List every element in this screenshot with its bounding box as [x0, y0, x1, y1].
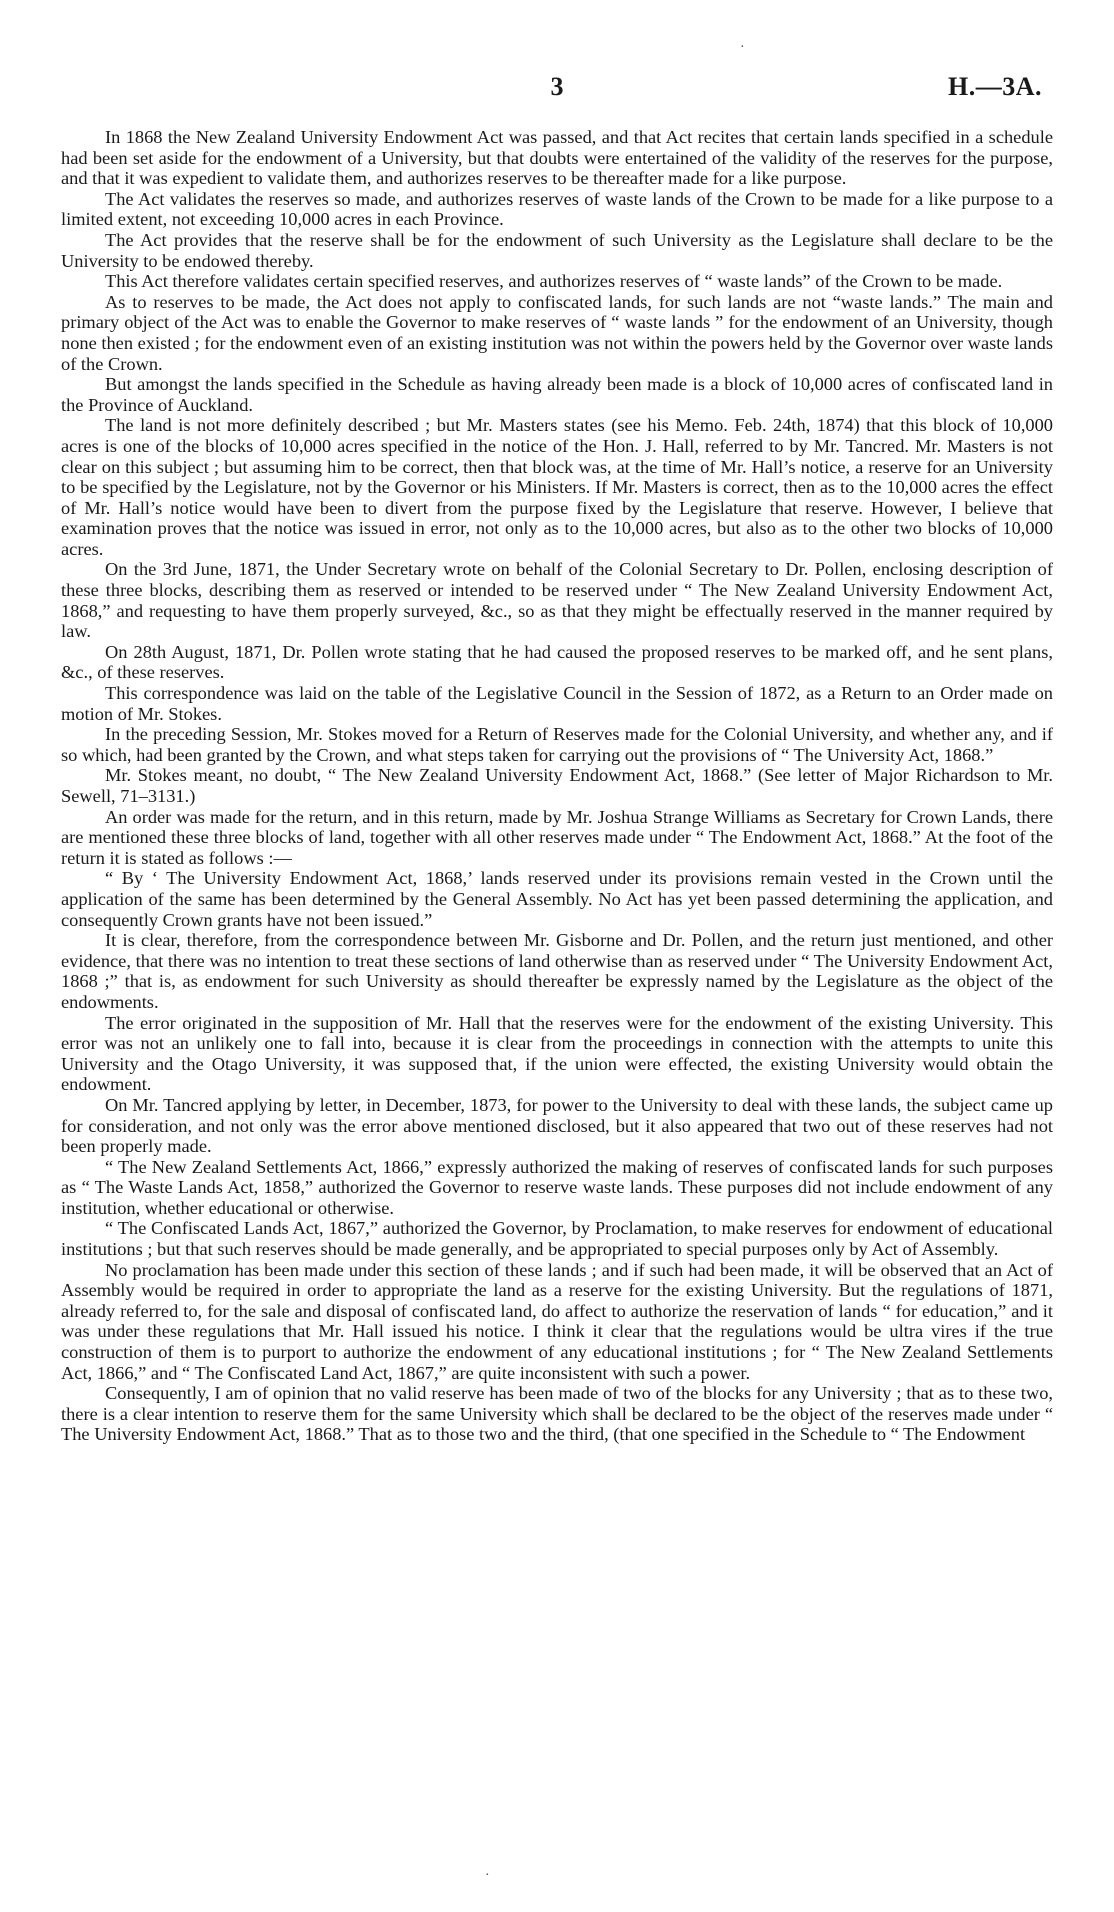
print-mark: ·	[740, 40, 745, 55]
paragraph: The error originated in the supposition of Mr. Hall that the reserves were for the endowment of the existing University. This error was not an unlikely one to fall into, because it is clear from the proceedings in connection with the attempts to unite this University and the Otago University, it was supposed that, if the union were effected, the existing University would obtain the endowment.	[61, 1012, 1053, 1095]
paragraph: This correspondence was laid on the table of the Legislative Council in the Session of 1872, as a Return to an Order made on motion of Mr. Stokes.	[61, 683, 1053, 724]
paragraph: This Act therefore validates certain specified reserves, and authorizes reserves of “ waste lands” of the Crown to be made.	[105, 271, 1003, 292]
paragraph: On 28th August, 1871, Dr. Pollen wrote stating that he had caused the proposed reserves to be marked off, and he sent plans, &c., of these reserves.	[61, 641, 1053, 683]
paragraph: No proclamation has been made under this section of these lands ; and if such had been made, it will be observed that an Act of Assembly would be required in order to appropriate the land as a reserve for the existing University. But the regulations of 1871, already referred to, for the sale and disposal of confiscated land, do affect to authorize the reservation of lands “ for education,” and it was under these regulations that Mr. Hall issued his notice. I think it clear that the regulations would be ultra vires if the true construction of them is to purport to authorize the endowment of any educational institutions ; for “ The New Zealand Settlements Act, 1866,” and “ The Confiscated Land Act, 1867,” are quite inconsistent with such a power.	[61, 1259, 1053, 1383]
paragraph: The land is not more definitely described ; but Mr. Masters states (see his Memo. Feb. 24th, 1874) that this block of 10,000 acres is one of the blocks of 10,000 acres specified in the notice of the Hon. J. Hall, referred to by Mr. Tancred. Mr. Masters is not clear on this subject ; but assuming him to be correct, then that block was, at the time of Mr. Hall’s notice, a reserve for an University to be specified by the Legislature, not by the Governor or his Ministers. If Mr. Masters is correct, then as to the 10,000 acres the effect of Mr. Hall’s notice would have been to divert from the purpose fixed by the Legislature that reserve. However, I believe that examination proves that the notice was issued in error, not only as to the 10,000 acres, but also as to the other two blocks of 10,000 acres.	[61, 415, 1053, 559]
paragraph: As to reserves to be made, the Act does not apply to confiscated lands, for such lands are not “waste lands.” The main and primary object of the Act was to enable the Governor to make reserves of “ waste lands ” for the endowment of an University, though none then existed ; for the endowment even of an existing institution was not within the powers held by the Governor over waste lands of the Crown.	[61, 291, 1053, 374]
paragraph: In 1868 the New Zealand University Endowment Act was passed, and that Act recites that certain lands specified in a schedule had been set aside for the endowment of a University, but that doubts were entertained of the validity of the reserves for the purpose, and that it was expedient to validate them, and authorizes reserves to be thereafter made for a like purpose.	[61, 127, 1053, 189]
paragraph: Consequently, I am of opinion that no valid reserve has been made of two of the blocks for any University ; that as to these two, there is a clear intention to reserve them for the same University which shall be declared to be the object of the reserves made under “ The University Endowment Act, 1868.” That as to those two and the third, (that one specified in the Schedule to “ The Endowment	[61, 1383, 1053, 1445]
paragraph: In the preceding Session, Mr. Stokes moved for a Return of Reserves made for the Colonial University, and whether any, and if so which, had been granted by the Crown, and what steps taken for carrying out the provisions of “ The University Act, 1868.”	[61, 724, 1053, 765]
paragraph: “ The New Zealand Settlements Act, 1866,” expressly authorized the making of reserves of confiscated lands for such purposes as “ The Waste Lands Act, 1858,” authorized the Governor to reserve waste lands. These purposes did not include endowment of any institution, whether educational or otherwise.	[61, 1156, 1053, 1218]
paragraph: It is clear, therefore, from the correspondence between Mr. Gisborne and Dr. Pollen, and the return just mentioned, and other evidence, that there was no intention to treat these sections of land otherwise than as reserved under “ The University Endowment Act, 1868 ;” that is, as endowment for such University as should thereafter be expressly named by the Legislature as the object of the endowments.	[61, 930, 1053, 1012]
document-reference: H.—3A.	[948, 72, 1042, 101]
paragraph: “ The Confiscated Lands Act, 1867,” authorized the Governor, by Proclamation, to make reserves for endowment of educational institutions ; but that such reserves should be made generally, and be appropriated to special purposes only by Act of Assembly.	[61, 1218, 1053, 1260]
print-mark: ·	[485, 1868, 490, 1883]
paragraph: Mr. Stokes meant, no doubt, “ The New Zealand University Endowment Act, 1868.” (See letter of Major Richardson to Mr. Sewell, 71–3131.)	[61, 765, 1053, 806]
paragraph: The Act provides that the reserve shall be for the endowment of such University as the Legislature shall declare to be the University to be endowed thereby.	[61, 229, 1053, 271]
paragraph: “ By ‘ The University Endowment Act, 1868,’ lands reserved under its provisions remain vested in the Crown until the application of the same has been determined by the General Assembly. No Act has yet been passed determining the application, and consequently Crown grants have not been issued.”	[61, 868, 1053, 930]
paragraph: On the 3rd June, 1871, the Under Secretary wrote on behalf of the Colonial Secretary to Dr. Pollen, enclosing description of these three blocks, describing them as reserved or intended to be reserved under “ The New Zealand University Endowment Act, 1868,” and requesting to have them properly surveyed, &c., so as that they might be effectually reserved in the manner required by law.	[61, 559, 1053, 642]
paragraph: The Act validates the reserves so made, and authorizes reserves of waste lands of the Crown to be made for a like purpose to a limited extent, not exceeding 10,000 acres in each Province.	[61, 188, 1053, 230]
paragraph: But amongst the lands specified in the Schedule as having already been made is a block of 10,000 acres of confiscated land in the Province of Auckland.	[61, 374, 1053, 415]
paragraph: An order was made for the return, and in this return, made by Mr. Joshua Strange Williams as Secretary for Crown Lands, there are mentioned these three blocks of land, together with all other reserves made under “ The Endowment Act, 1868.” At the foot of the return it is stated as follows :—	[61, 806, 1053, 868]
paragraph: On Mr. Tancred applying by letter, in December, 1873, for power to the University to deal with these lands, the subject came up for consideration, and not only was the error above mentioned disclosed, but it also appeared that two out of these reserves had not been properly made.	[61, 1094, 1053, 1157]
body-text	[61, 127, 1053, 1445]
page-number: 3	[550, 72, 564, 101]
